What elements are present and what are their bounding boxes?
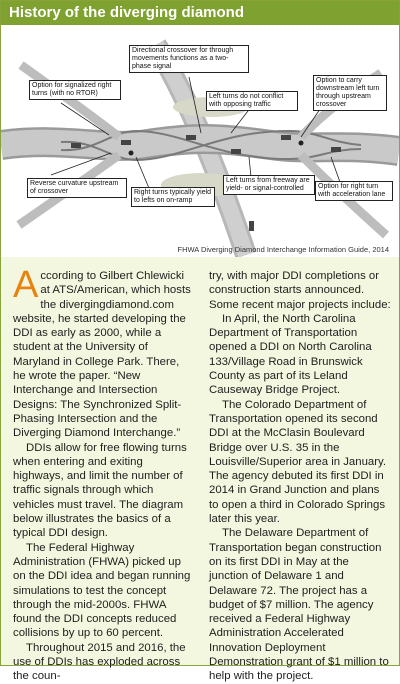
label-reverse-curvature: Reverse curvature upstream of crossover bbox=[27, 178, 127, 198]
article-paragraph: According to Gilbert Chlewicki at ATS/American, which hosts the divergingdiamond.com website, he started developing the DDI as early as 2000, while a student at the University of Maryland in College Park. There, he wrote the paper. “New Interchange and Intersection Designs: The Synchronized Split-Phasing Intersection and the Diverging Diamond Interchange.” bbox=[13, 264, 191, 440]
label-signalized-right-turns: Option for signalized right turns (with no RTOR) bbox=[29, 80, 121, 100]
article-paragraph: The Colorado Department of Transportation opened its second DDI at the McClasin Boulevard Bridge over U.S. 35 in the Louisville/Superior area in January. The agency debuted its first DDI in 2014 in Grand Junction and plans to open a third in Colorado Springs later this year. bbox=[209, 398, 387, 526]
label-left-turns-no-conflict: Left turns do not conflict with opposing traffic bbox=[206, 91, 298, 111]
ddi-diagram bbox=[1, 25, 399, 257]
article-paragraph: In April, the North Carolina Department of Transportation opened a DDI on North Carolina 133/Village Road in Brunswick County as part of its Leland Causeway Bridge Project. bbox=[209, 312, 372, 397]
article-paragraph: try, with major DDI completions or construction starts announced. Some recent major projects include: bbox=[209, 270, 391, 311]
label-left-turns-freeway: Left turns from freeway are yield- or signal-controlled bbox=[223, 175, 315, 195]
label-right-turns-yield: Right turns typically yield to lefts on on-ramp bbox=[131, 187, 215, 207]
label-right-turn-accel: Option for right turn with acceleration lane bbox=[315, 181, 393, 201]
article-column-right bbox=[209, 269, 391, 684]
article-paragraph: The Delaware Department of Transportation began construction on its first DDI in May at the junction of Delaware 1 and Delaware 72. The project has a budget of $7 million. The agency received a Federal Highway Administration Accelerated Innovation Deployment Demonstration grant of $1 million to help with the project. bbox=[209, 527, 389, 683]
label-directional-crossover: Directional crossover for through movements functions as a two-phase signal bbox=[129, 45, 249, 73]
article-column-left bbox=[13, 264, 195, 684]
figure-credit: FHWA Diverging Diamond Interchange Information Guide, 2014 bbox=[177, 245, 389, 254]
drop-cap: A bbox=[13, 264, 39, 306]
page-title: History of the diverging diamond bbox=[9, 4, 245, 21]
article-paragraph: Throughout 2015 and 2016, the use of DDIs has exploded across the coun- bbox=[13, 641, 186, 683]
article-paragraph: DDIs allow for free flowing turns when entering and exiting highways, and limit the number of traffic signals through which vehicles must travel. The diagram below illustrates the basics of a typical DDI design. bbox=[13, 441, 187, 540]
label-carry-downstream: Option to carry downstream left turn through upstream crossover bbox=[313, 75, 387, 111]
article-paragraph: The Federal Highway Administration (FHWA) picked up on the DDI idea and began running simulations to test the concept through the mid-2000s. FHWA found the DDI concepts reduced collisions by up to 60 percent. bbox=[13, 541, 191, 640]
header-bar bbox=[1, 1, 399, 25]
